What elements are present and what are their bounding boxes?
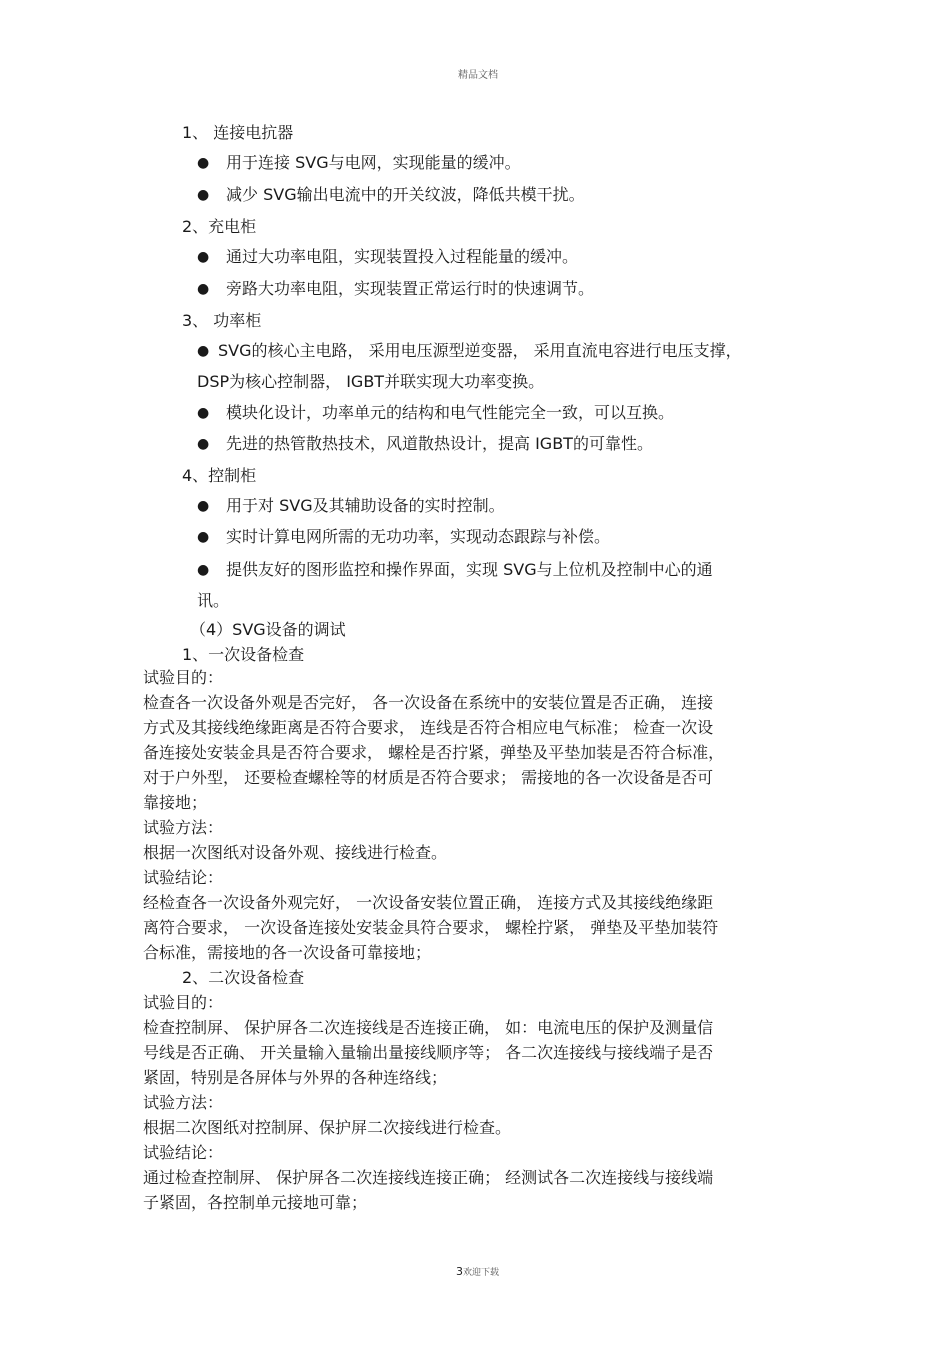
list-item: 先进的热管散热技术，风道散热设计，提高 IGBT的可靠性。 (226, 434, 653, 453)
paragraph-line: 检查控制屏、 保护屏各二次连接线是否连接正确， 如：电流电压的保护及测量信 (143, 1018, 714, 1037)
bullet-icon: ● (197, 155, 210, 171)
paragraph-line: 对于户外型， 还要检查螺栓等的材质是否符合要求； 需接地的各一次设备是否可 (143, 768, 714, 787)
paragraph-line: 号线是否正确、 开关量输入量输出量接线顺序等； 各二次连接线与接线端子是否 (143, 1043, 714, 1062)
page-number: 3 (456, 1265, 463, 1278)
list-item: 通过大功率电阻，实现装置投入过程能量的缓冲。 (226, 247, 579, 266)
bullet-icon: ● (197, 562, 210, 578)
bullet-icon: ● (197, 281, 210, 297)
bullet-icon: ● (197, 529, 210, 545)
section-heading-charging-cabinet: 2、充电柜 (182, 217, 257, 236)
list-item: 用于对 SVG及其辅助设备的实时控制。 (226, 496, 505, 515)
paragraph-line: 经检查各一次设备外观完好， 一次设备安装位置正确， 连接方式及其接线绝缘距 (143, 893, 714, 912)
list-item-continuation: 讯。 (197, 591, 230, 610)
section-title-svg-debug: （4）SVG设备的调试 (190, 620, 346, 639)
subsection-heading-primary-check: 1、一次设备检查 (182, 645, 305, 664)
bullet-icon: ● (197, 187, 210, 203)
list-item: 实时计算电网所需的无功功率，实现动态跟踪与补偿。 (226, 527, 611, 546)
paragraph-line: 根据一次图纸对设备外观、接线进行检查。 (143, 843, 448, 862)
list-item: SVG的核心主电路， 采用电压源型逆变器， 采用直流电容进行电压支撑， (218, 341, 742, 360)
paragraph-line: 靠接地； (143, 793, 208, 812)
list-item-continuation: DSP为核心控制器， IGBT并联实现大功率变换。 (197, 372, 545, 391)
list-item: 旁路大功率电阻，实现装置正常运行时的快速调节。 (226, 279, 595, 298)
label-test-method: 试验方法： (143, 818, 224, 837)
label-test-conclusion: 试验结论： (143, 868, 224, 887)
page-header: 精品文档 (458, 70, 498, 81)
paragraph-line: 通过检查控制屏、 保护屏各二次连接线连接正确； 经测试各二次连接线与接线端 (143, 1168, 714, 1187)
bullet-icon: ● (197, 343, 210, 359)
label-test-purpose: 试验目的： (143, 993, 224, 1012)
paragraph-line: 备连接处安装金具是否符合要求， 螺栓是否拧紧，弹垫及平垫加装是否符合标准， (143, 743, 725, 762)
paragraph-line: 根据二次图纸对控制屏、保护屏二次接线进行检查。 (143, 1118, 512, 1137)
list-item: 减少 SVG输出电流中的开关纹波，降低共模干扰。 (226, 185, 585, 204)
paragraph-line: 子紧固，各控制单元接地可靠； (143, 1193, 368, 1212)
list-item: 用于连接 SVG与电网，实现能量的缓冲。 (226, 153, 521, 172)
page-footer (456, 1260, 499, 1279)
list-item: 模块化设计，功率单元的结构和电气性能完全一致，可以互换。 (226, 403, 675, 422)
label-test-purpose: 试验目的： (143, 668, 224, 687)
bullet-icon: ● (197, 436, 210, 452)
footer-text: 欢迎下载 (463, 1268, 500, 1278)
bullet-icon: ● (197, 498, 210, 514)
bullet-icon: ● (197, 249, 210, 265)
paragraph-line: 合标准，需接地的各一次设备可靠接地； (143, 943, 432, 962)
label-test-conclusion: 试验结论： (143, 1143, 224, 1162)
section-heading-power-cabinet: 3、 功率柜 (182, 311, 262, 330)
label-test-method: 试验方法： (143, 1093, 224, 1112)
list-item: 提供友好的图形监控和操作界面，实现 SVG与上位机及控制中心的通 (226, 560, 713, 579)
section-heading-control-cabinet: 4、控制柜 (182, 466, 257, 485)
paragraph-line: 紧固，特别是各屏体与外界的各种连络线； (143, 1068, 448, 1087)
paragraph-line: 方式及其接线绝缘距离是否符合要求， 连线是否符合相应电气标准； 检查一次设 (143, 718, 714, 737)
bullet-icon: ● (197, 405, 210, 421)
section-heading-reactor: 1、 连接电抗器 (182, 123, 294, 142)
paragraph-line: 检查各一次设备外观是否完好， 各一次设备在系统中的安装位置是否正确， 连接 (143, 693, 714, 712)
subsection-heading-secondary-check: 2、二次设备检查 (182, 968, 305, 987)
paragraph-line: 离符合要求， 一次设备连接处安装金具符合要求， 螺栓拧紧， 弹垫及平垫加装符 (143, 918, 719, 937)
